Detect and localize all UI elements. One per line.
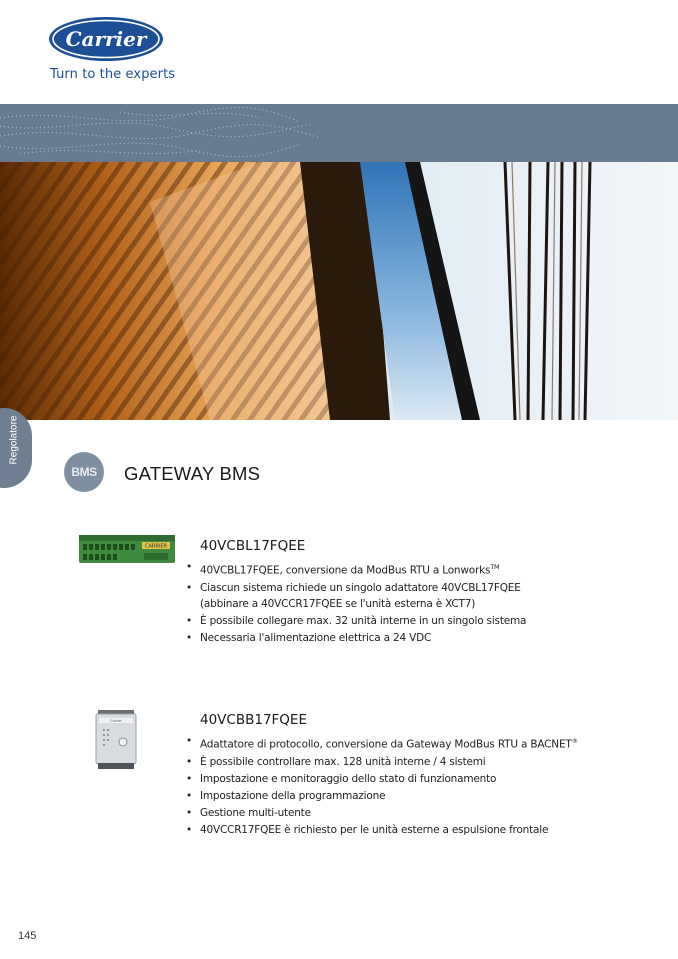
product-1-image-label: CARRIER <box>145 543 167 550</box>
section-badge: BMS <box>64 452 104 492</box>
list-item: • Impostazione della programmazione <box>186 789 386 802</box>
product-image-40vcbb17fqee <box>95 708 137 770</box>
list-item: • Gestione multi-utente <box>186 806 311 819</box>
list-item: • È possibile collegare max. 32 unità interne in un singolo sistema <box>186 614 527 627</box>
list-item: • Adattatore di protocollo, conversione da Gateway ModBus RTU a BACNET® <box>186 735 578 751</box>
list-item: • Ciascun sistema richiede un singolo adattatore 40VCBL17FQEE (abbinare a 40VCCR17FQEE se l'unità esterna è XCT7) <box>186 581 521 610</box>
list-item: • Impostazione e monitoraggio dello stato di funzionamento <box>186 772 497 785</box>
product-1-bullets <box>186 559 656 647</box>
product-title-40vcbb17fqee: 40VCBB17FQEE <box>200 712 307 728</box>
tagline: Turn to the experts <box>50 67 176 82</box>
product-image-40vcbl17fqee <box>78 530 176 566</box>
header-band <box>0 104 678 162</box>
list-item: • 40VCBL17FQEE, conversione da ModBus RTU a Lonworks™ <box>186 561 500 577</box>
side-tab-label: Regolatore <box>8 415 20 465</box>
architecture-photo <box>0 162 678 420</box>
logo-text: Carrier <box>65 27 147 51</box>
list-item: • È possibile controllare max. 128 unità interne / 4 sistemi <box>186 755 486 768</box>
carrier-logo <box>48 16 164 62</box>
section-title: GATEWAY BMS <box>124 463 261 484</box>
product-title-40vcbl17fqee: 40VCBL17FQEE <box>200 538 306 554</box>
product-2-image-label: Carrier <box>110 719 122 723</box>
list-item: • Necessaria l'alimentazione elettrica a 24 VDC <box>186 631 432 644</box>
product-2-bullets <box>186 733 656 839</box>
list-item: • 40VCCR17FQEE è richiesto per le unità esterne a espulsione frontale <box>186 823 549 836</box>
page-number: 145 <box>18 930 37 942</box>
